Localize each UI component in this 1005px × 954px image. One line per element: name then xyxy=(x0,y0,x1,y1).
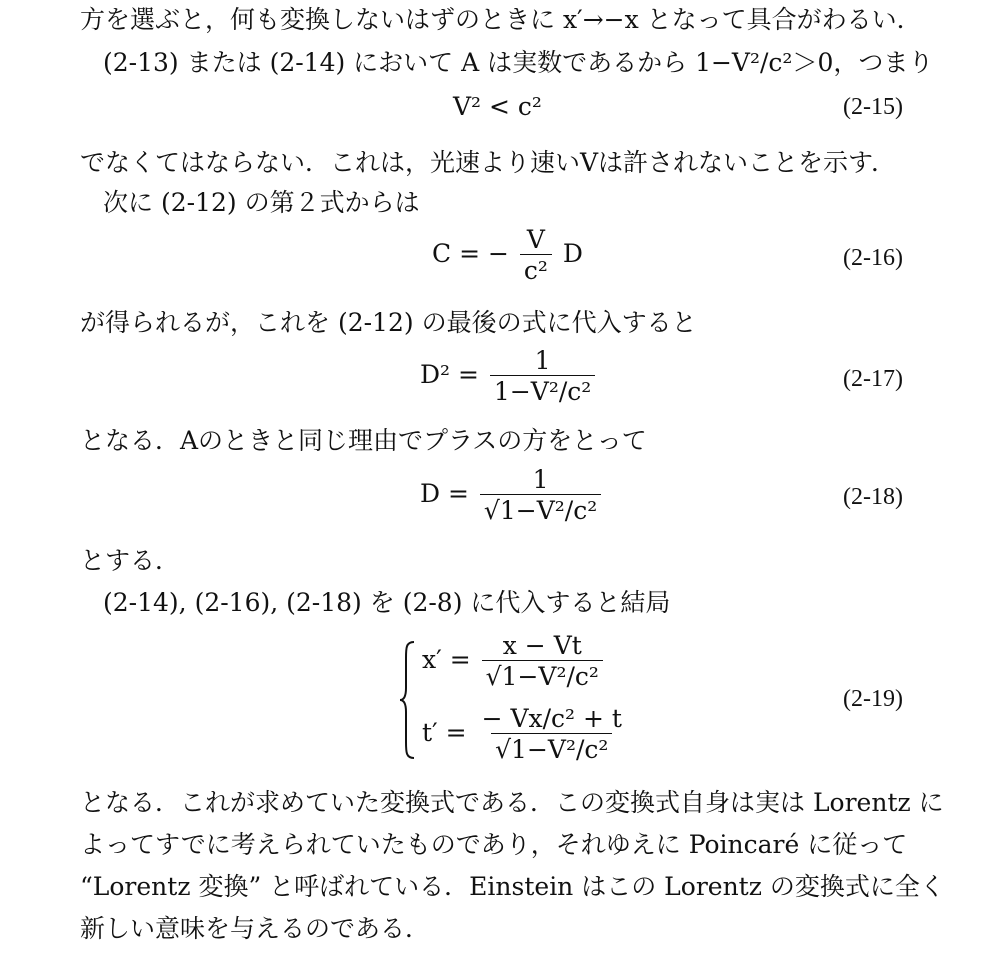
fraction xyxy=(482,632,603,691)
paragraph-line: (2-13) または (2-14) において A は実数であるから 1−V²/c²＞0，つまり xyxy=(103,48,934,77)
fraction-numerator: 1 xyxy=(534,346,551,375)
fraction-numerator: V xyxy=(526,225,545,254)
paragraph-line: となる．これが求めていた変換式である．この変換式自身は実は Lorentz に xyxy=(80,788,944,817)
fraction-numerator: x − Vt xyxy=(502,631,582,660)
eq-lhs: x′ = xyxy=(422,645,471,674)
eq-lhs: t′ = xyxy=(422,718,467,747)
fraction xyxy=(478,705,626,764)
paragraph-line: とする． xyxy=(80,546,181,575)
fraction-denominator: 1−V²/c² xyxy=(490,375,595,406)
eq-lhs: D² = xyxy=(420,360,479,389)
fraction xyxy=(490,347,595,406)
fraction-numerator: − Vx/c² + t xyxy=(481,704,622,733)
fraction xyxy=(480,466,601,525)
equation-number: (2-16) xyxy=(843,245,903,271)
equation-2-15: V² < c² xyxy=(453,92,542,121)
equation-2-19-line-2 xyxy=(422,705,629,764)
left-brace-icon xyxy=(398,640,416,760)
paragraph-line: となる．Aのときと同じ理由でプラスの方をとって xyxy=(80,426,647,455)
fraction-denominator: c² xyxy=(520,254,552,285)
eq-lhs: C = − xyxy=(432,239,509,268)
fraction-denominator: √1−V²/c² xyxy=(482,660,603,691)
equation-2-18 xyxy=(420,466,604,525)
equation-number: (2-17) xyxy=(843,366,903,392)
paragraph-line: でなくてはならない．これは，光速より速いVは許されないことを示す． xyxy=(80,148,897,177)
paragraph-line: 次に (2-12) の第２式からは xyxy=(103,188,420,217)
fraction xyxy=(520,226,552,285)
equation-number: (2-19) xyxy=(843,686,903,712)
equation-2-17 xyxy=(420,347,598,406)
paragraph-line: 方を選ぶと，何も変換しないはずのときに x′→−x となって具合がわるい． xyxy=(80,5,922,34)
paragraph-line: “Lorentz 変換” と呼ばれている．Einstein はこの Lorentz の変換式に全く xyxy=(80,872,945,901)
equation-2-16 xyxy=(432,226,583,285)
paragraph-line: 新しい意味を与えるのである． xyxy=(80,914,431,943)
eq-rhs: D xyxy=(562,239,583,268)
equation-number: (2-15) xyxy=(843,94,903,120)
paragraph-line: (2-14), (2-16), (2-18) を (2-8) に代入すると結局 xyxy=(103,588,671,617)
equation-2-19-line-1 xyxy=(422,632,606,691)
paragraph-line: よってすでに考えられていたものであり，それゆえに Poincaré に従って xyxy=(80,830,908,859)
fraction-denominator: √1−V²/c² xyxy=(491,733,612,764)
fraction-denominator: √1−V²/c² xyxy=(480,494,601,525)
eq-lhs: D = xyxy=(420,479,469,508)
paragraph-line: が得られるが，これを (2-12) の最後の式に代入すると xyxy=(80,308,697,337)
equation-number: (2-18) xyxy=(843,484,903,510)
fraction-numerator: 1 xyxy=(532,465,549,494)
